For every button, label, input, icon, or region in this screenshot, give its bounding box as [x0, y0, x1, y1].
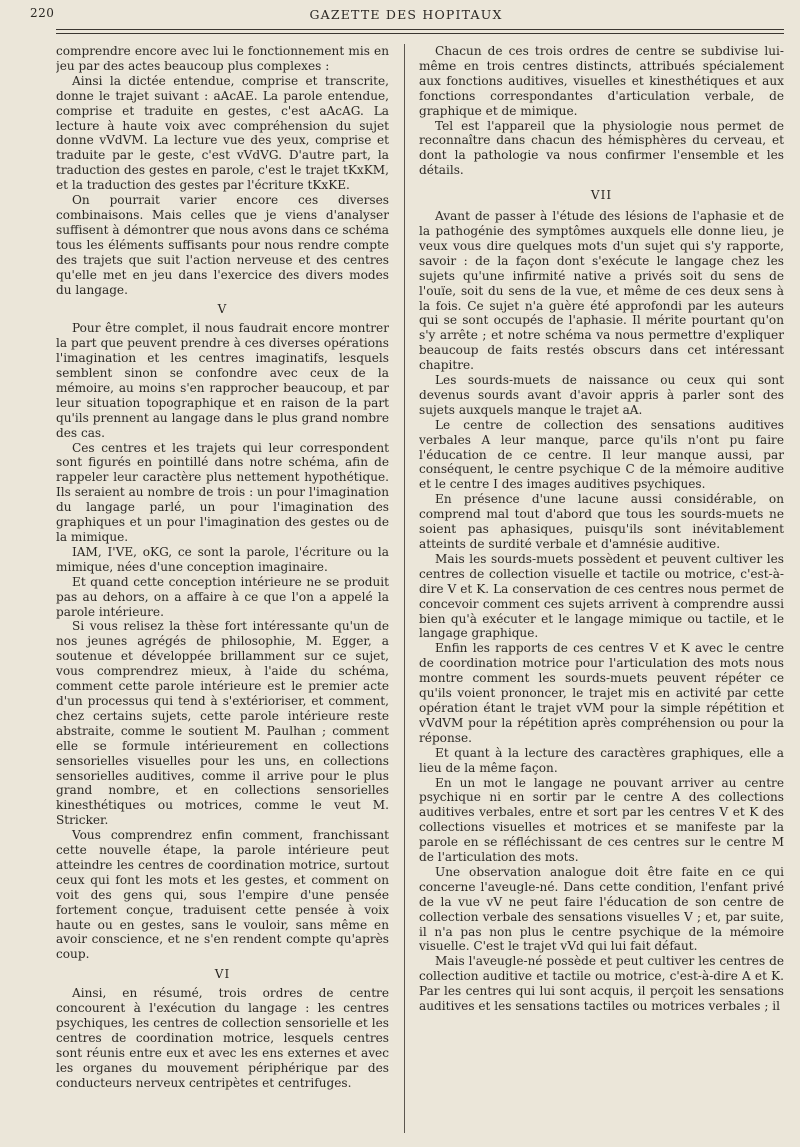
paragraph: Et quand cette conception intérieure ne se produit pas au dehors, on a affaire à ce que l'on a appelé la parole intérieure. [56, 574, 389, 619]
right-column [419, 44, 784, 1133]
section-heading: VII [590, 188, 613, 203]
paragraph: Avant de passer à l'étude des lésions de l'aphasie et de la pathogénie des symptômes auxquels elle donne lieu, je veux vous dire quelques mots d'un sujet qui s'y rapporte, savoir : de la façon dont s'exécute le langage chez les sujets qu'une infirmité native a privés soit du sens de l'ouïe, soit du sens de la vue, et même de ces deux sens à la fois. Ce sujet n'a guère été approfondi par les auteurs qui se sont occupés de l'aphasie. Il mérite pourtant qu'on s'y arrête ; et notre schéma va nous permettre d'expliquer beaucoup de faits restés obscurs dans cet intéressant chapitre. [419, 209, 784, 373]
paragraph: Tel est l'appareil que la physiologie nous permet de reconnaître dans chacun des hémisphères du cerveau, et dont la pathologie va nous confirmer l'ensemble et les détails. [419, 118, 784, 178]
paragraph: Ainsi la dictée entendue, comprise et transcrite, donne le trajet suivant : aAcAE. La parole entendue, comprise et traduite en gestes, c'est aAcAG. La lecture à haute voix avec compréhension du sujet donne vVdVM. La lecture vue des yeux, comprise et traduite par le geste, c'est vVdVG. D'autre part, la traduction des gestes en parole, c'est le trajet tKxKM, et la traduction des gestes par l'écriture tKxKE. [56, 73, 389, 193]
paragraph: En un mot le langage ne pouvant arriver au centre psychique ni en sortir par le centre A des collections auditives verbales, entre et sort par les centres V et K des collections visuelles et motrices et se manifeste par la parole en se réfléchissant de ces centres sur le centre M de l'articulation des mots. [419, 775, 784, 865]
paragraph: Enfin les rapports de ces centres V et K avec le centre de coordination motrice pour l'articulation des mots nous montre comment les sourds-muets peuvent répéter ce qu'ils voient prononcer, le trajet mis en activité par cette opération étant le trajet vVM pour la simple répétition et vVdVM pour la répétition après compréhension ou pour la réponse. [419, 641, 784, 745]
paragraph: Ainsi, en résumé, trois ordres de centre concourent à l'exécution du langage : les centres psychiques, les centres de collection sensorielle et les centres de coordination motrice, lesquels centres sont réunis entre eux et avec les ens externes et avec les organes du mouvement périphérique par des conducteurs nerveux centripètes et centrifuges. [56, 986, 389, 1090]
section-heading: V [217, 302, 228, 317]
paragraph: Mais l'aveugle-né possède et peut cultiver les centres de collection auditive et tactile ou motrice, c'est-à-dire A et K. Par les centres qui lui sont acquis, il perçoit les sensations auditives et les sensations tactiles ou motrices verbales ; il [419, 954, 784, 1014]
page-header [28, 0, 784, 36]
paragraph: Vous comprendrez enfin comment, franchissant cette nouvelle étape, la parole intérieure peut atteindre les centres de coordination motrice, surtout ceux qui font les mots et les gestes, et comment on voit des gens qui, sous l'empire d'une pensée fortement conçue, traduisent cette pensée à voix haute ou en gestes, sans le vouloir, sans même en avoir conscience, et ne s'en rendent compte qu'après coup. [56, 828, 389, 962]
header-rule-bottom [56, 33, 784, 34]
left-column [56, 44, 389, 1133]
paragraph: Une observation analogue doit être faite en ce qui concerne l'aveugle-né. Dans cette condition, l'enfant privé de la vue vV ne peut faire l'éducation de son centre de collection verbale des sensations visuelles V ; et, par suite, il n'a pas non plus le centre psychique de la mémoire visuelle. C'est le trajet vVd qui lui fait défaut. [419, 864, 784, 954]
section-heading: VI [214, 967, 231, 982]
journal-title: GAZETTE DES HOPITAUX [309, 7, 503, 22]
paragraph: On pourrait varier encore ces diverses combinaisons. Mais celles que je viens d'analyser suffisent à démontrer que nous avons dans ce schéma tous les éléments suffisants pour nous rendre compte des trajets que suit l'action nerveuse et des centres qu'elle met en jeu dans l'exercice des divers modes du langage. [56, 193, 389, 297]
paragraph: Si vous relisez la thèse fort intéressante qu'un de nos jeunes agrégés de philosophie, M. Egger, a soutenue et développée brillamment sur ce sujet, vous comprendrez mieux, à l'aide du schéma, comment cette parole intérieure est le premier acte d'un processus qui tend à s'extérioriser, et comment, chez certains sujets, cette parole intérieure reste abstraite, comme le soutient M. Paulhan ; comment elle se formule intérieurement en collections sensorielles visuelles pour les uns, en collections sensorielles auditives, comme il arrive pour le plus grand nombre, et en collections sensorielles kinesthétiques ou motrices, comme le veut M. Stricker. [56, 619, 389, 828]
column-divider [404, 44, 405, 1133]
paragraph: Le centre de collection des sensations auditives verbales A leur manque, parce qu'ils n'ont pu faire l'éducation de ce centre. Il leur manque aussi, par conséquent, le centre psychique C de la mémoire auditive et le centre I des images auditives psychiques. [419, 417, 784, 492]
paragraph: Les sourds-muets de naissance ou ceux qui sont devenus sourds avant d'avoir appris à parler sont des sujets auxquels manque le trajet aA. [419, 373, 784, 417]
paragraph: Ces centres et les trajets qui leur correspondent sont figurés en pointillé dans notre schéma, afin de rappeler leur caractère plus nettement hypothétique. Ils seraient au nombre de trois : un pour l'imagination du langage parlé, un pour l'imagination des graphiques et un pour l'imagination des gestes ou de la mimique. [56, 440, 389, 544]
page-number: 220 [30, 6, 55, 20]
paragraph: Et quant à la lecture des caractères graphiques, elle a lieu de la même façon. [419, 745, 784, 775]
paragraph: Mais les sourds-muets possèdent et peuvent cultiver les centres de collection visuelle et tactile ou motrice, c'est-à-dire V et K. La conservation de ces centres nous permet de concevoir comment ces sujets arrivent à comprendre aussi bien qu'à exécuter et le langage mimique ou tactile, et le langage graphique. [419, 551, 784, 641]
paragraph: comprendre encore avec lui le fonctionnement mis en jeu par des actes beaucoup plus complexes : [56, 44, 389, 73]
paragraph: En présence d'une lacune aussi considérable, on comprend mal tout d'abord que tous les sourds-muets ne soient pas aphasiques, puisqu'ils sont inévitablement atteints de surdité verbale et d'amnésie auditive. [419, 492, 784, 551]
paragraph: IAM, I'VE, oKG, ce sont la parole, l'écriture ou la mimique, nées d'une conception imaginaire. [56, 544, 389, 574]
header-rule-top [56, 29, 784, 30]
paragraph: Pour être complet, il nous faudrait encore montrer la part que peuvent prendre à ces diverses opérations l'imagination et les centres imaginatifs, lesquels semblent sinon se confondre avec ceux de la mémoire, au moins s'en rapprocher beaucoup, et par leur situation topographique et en raison de la part qu'ils prennent au langage dans le plus grand nombre des cas. [56, 321, 389, 440]
paragraph: Chacun de ces trois ordres de centre se subdivise lui-même en trois centres distincts, attribués spécialement aux fonctions auditives, visuelles et kinesthétiques et aux fonctions correspondantes d'articulation verbale, de graphique et de mimique. [419, 44, 784, 118]
